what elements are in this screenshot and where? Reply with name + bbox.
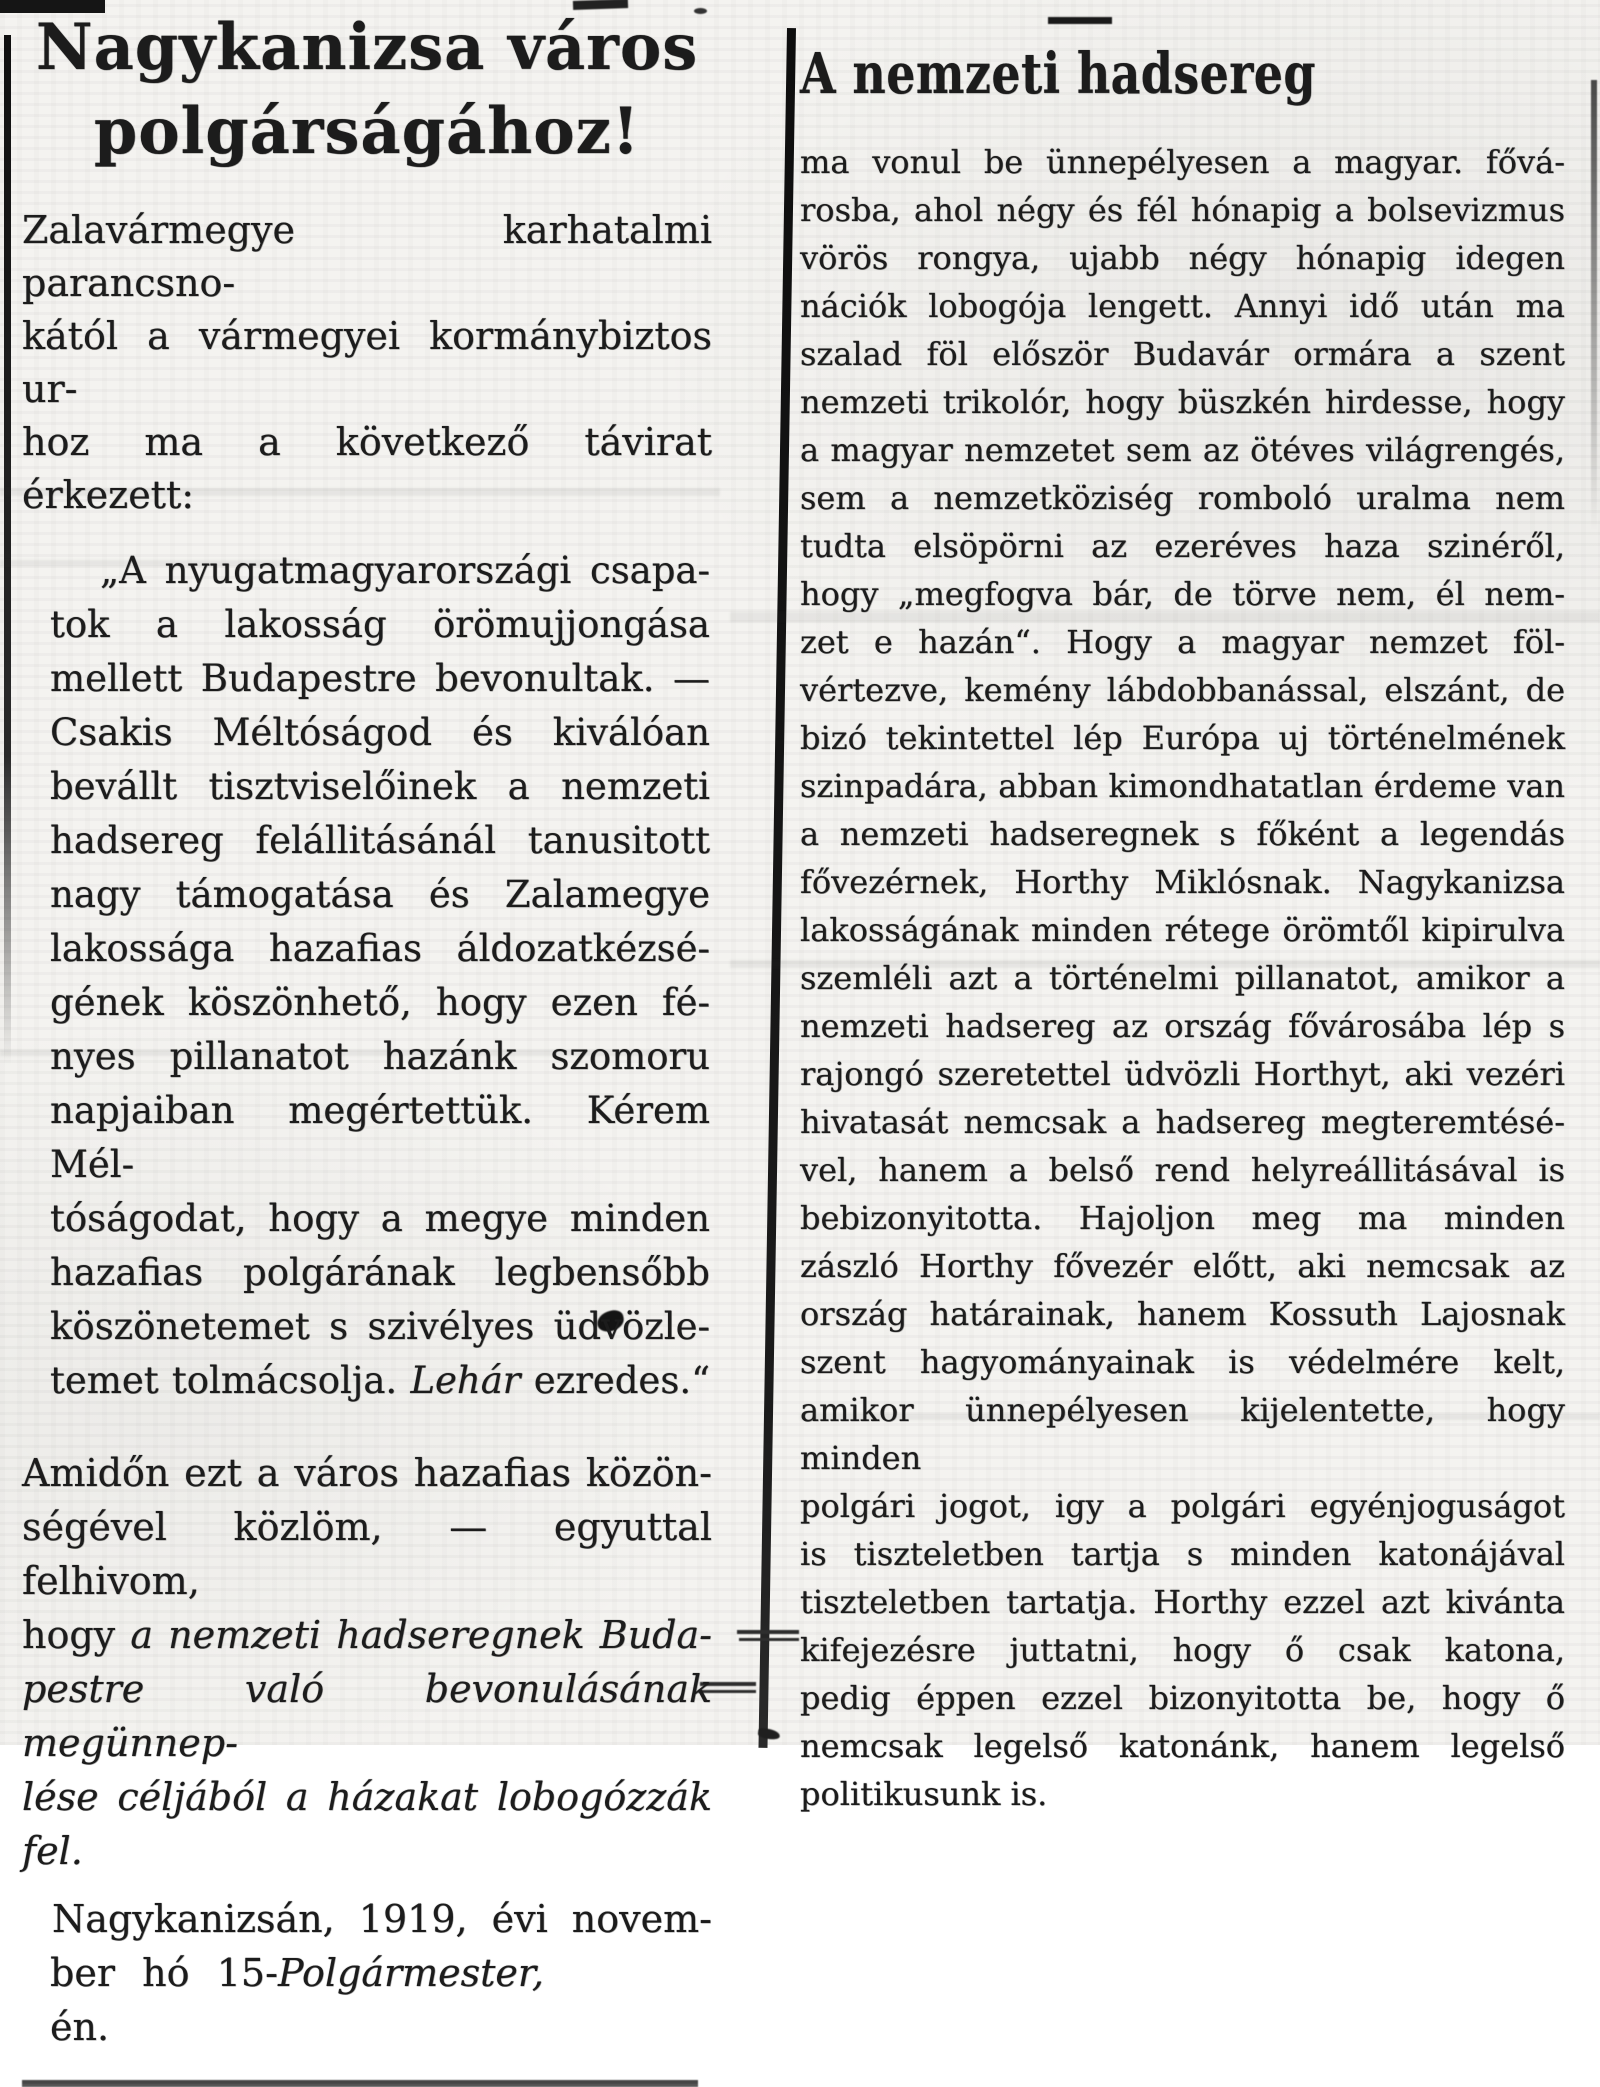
article-end-rule — [22, 2080, 698, 2087]
text-line: nemzeti hadsereg az ország fővárosába lép s — [800, 1007, 1565, 1045]
text-line: szinpadára, abban kimondhatatlan érdeme van — [800, 767, 1565, 805]
text-line: hivatasát nemcsak a hadsereg megteremtésé- — [800, 1103, 1565, 1141]
ink-smudge — [737, 1630, 799, 1634]
text-line: politikusunk is. — [800, 1775, 1048, 1813]
text-line: vel, hanem a belső rend helyreállitásával is — [800, 1151, 1565, 1189]
text-line: vértezve, kemény lábdobbanással, elszánt, de — [800, 671, 1565, 709]
text-line: szemléli azt a történelmi pillanatot, amikor a — [800, 959, 1565, 997]
text-line: bizó tekintettel lép Európa uj történelmének — [800, 719, 1565, 757]
article-right-headline: A nemzeti hadsereg — [800, 41, 1316, 107]
text-line: Zalavármegye karhatalmi parancsno- — [22, 208, 712, 305]
text-line: nyes pillanatot hazánk szomoru — [50, 1035, 710, 1078]
text-line: köszönetemet s szivélyes üdvözle- — [50, 1305, 710, 1348]
text-line: nagy támogatása és Zalamegye — [50, 873, 710, 916]
headline-line: Nagykanizsa város — [35, 10, 699, 85]
text-line: hoz ma a következő távirat érkezett: — [22, 420, 712, 517]
text-line: lakossága hazafias áldozatkézsé- — [50, 927, 710, 970]
text-line: temet tolmácsolja. Lehár ezredes.“ — [50, 1359, 710, 1402]
article-right — [800, 0, 1565, 1818]
text-line: tiszteletben tartatja. Horthy ezzel azt kivánta — [800, 1583, 1565, 1621]
text-line: tóságodat, hogy a megye minden — [50, 1197, 710, 1240]
telegram-paragraph — [50, 544, 710, 1408]
text-line: Nagykanizsán, 1919, évi novem- — [52, 1897, 712, 1941]
text-line: „A nyugatmagyarországi csapa- — [100, 549, 710, 592]
text-line: hadsereg felállitásánál tanusitott — [50, 819, 710, 862]
text-line: pestre való bevonulásának megünnep- — [22, 1667, 712, 1765]
text-line: rosba, ahol négy és fél hónapig a bolsevizmus — [800, 191, 1565, 229]
text-line: kától a vármegyei kormánybiztos ur- — [22, 314, 712, 411]
text-line: fővezérnek, Horthy Miklósnak. Nagykanizsa — [800, 863, 1565, 901]
text-line: szalad föl először Budavár ormára a szent — [800, 335, 1565, 373]
text-line: Amidőn ezt a város hazafias közön- — [22, 1451, 712, 1495]
article-left — [22, 0, 712, 2087]
text-line: lése céljából a házakat lobogózzák fel. — [22, 1775, 712, 1873]
text-line: tudta elsöpörni az ezeréves haza szinéről, — [800, 527, 1565, 565]
intro-paragraph — [22, 204, 712, 522]
text-line: rajongó szeretettel üdvözli Horthyt, aki vezéri — [800, 1055, 1565, 1093]
dateline-date: ber hó 15-én. — [50, 1951, 278, 2049]
text-line: a nemzeti hadseregnek s főként a legendás — [800, 815, 1565, 853]
text-line: hogy „megfogva bár, de törve nem, él nem- — [800, 575, 1565, 613]
text-line: a magyar nemzetet sem az ötéves világrengés, — [800, 431, 1565, 469]
text-line: napjaiban megértettük. Kérem Mél- — [50, 1089, 710, 1186]
text-line: mellett Budapestre bevonultak. — — [50, 657, 710, 700]
text-line: ország határainak, hanem Kossuth Lajosnak — [800, 1295, 1565, 1333]
text-line: hazafias polgárának legbensőbb — [50, 1251, 710, 1294]
dateline-paragraph — [22, 1892, 712, 2054]
text-line: bebizonyitotta. Hajoljon meg ma minden — [800, 1199, 1565, 1237]
text-line: lakosságának minden rétege örömtől kipirulva — [800, 911, 1565, 949]
text-line: sem a nemzetköziség romboló uralma nem — [800, 479, 1565, 517]
text-line: szent hagyományainak is védelmére kelt, — [800, 1343, 1565, 1381]
text-line: zet e hazán“. Hogy a magyar nemzet föl- — [800, 623, 1565, 661]
page-left-border-rule — [4, 35, 11, 1065]
page-right-border-rule — [1591, 80, 1597, 530]
article-left-headline — [32, 6, 701, 174]
text-line: is tiszteletben tartja s minden katonájával — [800, 1535, 1565, 1573]
text-line: kifejezésre juttatni, hogy ő csak katona, — [800, 1631, 1565, 1669]
text-line: polgári jogot, igy a polgári egyénjoguságot — [800, 1487, 1565, 1525]
text-line: hogy a nemzeti hadseregnek Buda- — [22, 1613, 712, 1657]
text-line: bevállt tisztviselőinek a nemzeti — [50, 765, 710, 808]
signature: Polgármester, — [277, 1951, 544, 1995]
text-line — [22, 1946, 712, 2054]
text-line: nációk lobogója lengett. Annyi idő után ma — [800, 287, 1565, 325]
text-line: tok a lakosság örömujjongása — [50, 603, 710, 646]
ink-smudge — [739, 1638, 799, 1641]
text-line: vörös rongya, ujabb négy hónapig idegen — [800, 239, 1565, 277]
text-line: ségével közlöm, — egyuttal felhivom, — [22, 1505, 712, 1603]
text-line: pedig éppen ezzel bizonyitotta be, hogy ő — [800, 1679, 1565, 1717]
text-line: gének köszönhető, hogy ezen fé- — [50, 981, 710, 1024]
text-line: Csakis Méltóságod és kiválóan — [50, 711, 710, 754]
headline-line: polgárságához! — [93, 94, 641, 169]
text-line: amikor ünnepélyesen kijelentette, hogy minden — [800, 1391, 1565, 1477]
article-right-body — [800, 138, 1565, 1818]
text-line: zászló Horthy fővezér előtt, aki nemcsak az — [800, 1247, 1565, 1285]
column-divider-rule — [758, 28, 796, 1748]
text-line: nemzeti trikolór, hogy büszkén hirdesse, hogy — [800, 383, 1565, 421]
text-line: ma vonul be ünnepélyesen a magyar. fővá- — [800, 143, 1565, 181]
text-line: nemcsak legelső katonánk, hanem legelső — [800, 1727, 1565, 1765]
closing-paragraph — [22, 1446, 712, 1878]
